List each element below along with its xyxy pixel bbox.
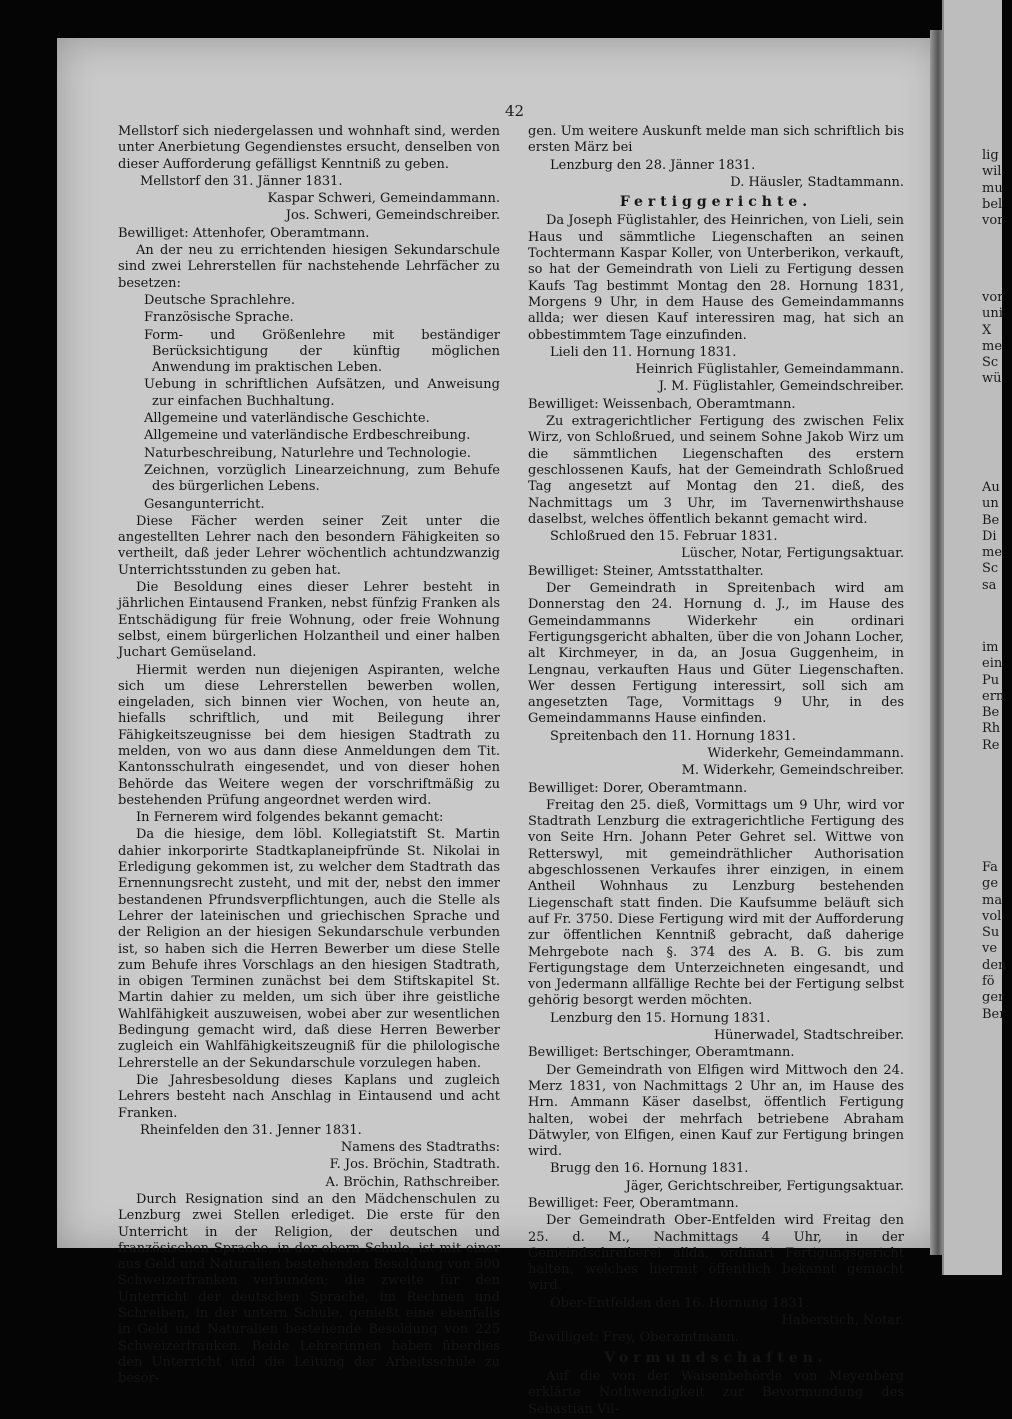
paragraph: Ober-Entfelden den 16. Hornung 1831.	[550, 1295, 810, 1311]
paragraph: Lieli den 11. Hornung 1831.	[550, 344, 737, 360]
page-number: 42	[505, 102, 525, 120]
paragraph: Hiermit werden nun diejenigen Aspiranten, welche sich um diese Lehrerstellen bewerben wollen, eingeladen, sich binnen vier Wochen, von heute an, hiefalls schriftlich, und mit Beilegung ihrer Fähigkeitszeugnisse bei dem hiesigen Stadtrath zu melden, von wo aus dann diese Anmeldungen dem Tit. Kantonsschulrath eingesendet, und von dieser hohen Behörde das Weitere wegen der vorschriftmäßig zu bestehenden Prüfung angeordnet werden wird.	[118, 662, 500, 808]
edge-fragment: wil	[982, 164, 1002, 180]
paragraph: Bewilliget: Frey, Oberamtmann.	[528, 1330, 739, 1346]
paragraph: Diese Fächer werden seiner Zeit unter die angestellten Lehrer nach den besondern Fähigkeiten so vertheilt, daß jeder Lehrer wöchentlich achtundzwanzig Unterrichtsstunden zu geben hat.	[118, 513, 500, 578]
paragraph: Allgemeine und vaterländische Erdbeschreibung.	[144, 428, 471, 444]
paragraph: Durch Resignation sind an den Mädchenschulen zu Lenzburg zwei Stellen erlediget. Die erste für den Unterricht in der Religion, der deutschen und französischen Sprache, in der obern Schule, ist mit einer aus Geld und Naturalien bestehenden Besoldung von 500 Schweizerfranken verbunden; die zweite für den Unterricht der deutschen Sprache, im Rechnen und Schreiben, in der untern Schule, genießt eine ebenfalls in Geld und Naturalien bestehende Besoldung von 225 Schweizerfranken. Beide Lehrerinnen haben überdies den Unterricht und die Leitung der Arbeitsschule zu besor-	[118, 1192, 500, 1387]
paragraph: Widerkehr, Gemeindammann.	[707, 745, 904, 761]
edge-fragment: ve	[982, 941, 998, 957]
paragraph: Uebung in schriftlichen Aufsätzen, und Anweisung zur einfachen Buchhaltung.	[144, 377, 500, 409]
paragraph: Spreitenbach den 11. Hornung 1831.	[550, 728, 796, 744]
edge-fragment: Au	[982, 480, 1000, 495]
paragraph: Die Jahresbesoldung dieses Kaplans und zugleich Lehrers besteht nach Anschlag in Eintausend und acht Franken.	[118, 1072, 500, 1121]
edge-fragment: uni	[982, 306, 1003, 322]
paragraph: Brugg den 16. Hornung 1831.	[550, 1161, 749, 1177]
paragraph: Der Gemeindrath Ober-Entfelden wird Freitag den 25. d. M., Nachmittags 4 Uhr, in der Gemeindschreiberei allda, ordinari Fertigungsgericht halten, welches hiermit öffentlich bekannt gemacht wird.	[528, 1213, 904, 1294]
paragraph: Da Joseph Füglistahler, des Heinrichen, von Lieli, sein Haus und sämmtliche Liegenschaften an seinen Tochtermann Kaspar Koller, von Unterberikon, verkauft, so hat der Gemeindrath von Lieli zu Fertigung dessen Kaufs Tag bestimmt Montag den 28. Hornung 1831, Morgens 9 Uhr, in dem Hause des Gemeindammanns allda; wer diesen Kauf interessiren mag, hat sich an obbestimmtem Tage einzufinden.	[528, 213, 904, 343]
edge-fragments-bottom	[982, 860, 1012, 1023]
edge-fragment: ma	[982, 892, 1003, 908]
paragraph: gen. Um weitere Auskunft melde man sich schriftlich bis ersten März bei	[528, 124, 904, 156]
edge-fragment: mu	[982, 180, 1003, 196]
paragraph: Freitag den 25. dieß, Vormittags um 9 Uhr, wird vor Stadtrath Lenzburg die extragerichtliche Fertigung des von Seite Hrn. Johann Peter Gehret sel. Wittwe von Retterswyl, mit gemeindräthlicher Authorisation abgeschlossenen Verkaufes ihrer einzigen, in einem Antheil Wohnhaus zu Lenzburg bestehenden Liegenschaft statt finden. Die Kaufsumme beläuft sich auf Fr. 3750. Diese Fertigung wird mit der Aufforderung zur öffentlichen Kenntniß gebracht, daß daherige Mehrgebote nach §. 374 des A. B. G. bis zum Fertigungstage dem Unterzeichneten eingesandt, und von Jedermann allfällige Rechte bei der Fertigung selbst gehörig besorgt werden möchten.	[528, 797, 904, 1009]
edge-fragment: vor	[982, 213, 1004, 229]
edge-fragments-mid	[982, 290, 1012, 388]
paragraph: Deutsche Sprachlehre.	[144, 292, 295, 308]
edge-fragments-low	[982, 480, 1012, 594]
paragraph: J. M. Füglistahler, Gemeindschreiber.	[658, 379, 904, 395]
paragraph: Schloßrued den 15. Februar 1831.	[550, 529, 778, 545]
edge-fragment: ge	[982, 876, 999, 892]
paragraph: Französische Sprache.	[144, 310, 294, 326]
paragraph: Heinrich Füglistahler, Gemeindammann.	[635, 362, 904, 378]
paragraph: Gesangunterricht.	[144, 496, 265, 512]
paragraph: Bewilliget: Feer, Oberamtmann.	[528, 1196, 739, 1211]
edge-fragment: ger	[982, 990, 1005, 1006]
edge-fragment: Be	[982, 705, 1000, 721]
paragraph: Haberstich, Notar.	[781, 1313, 904, 1329]
paragraph: Rheinfelden den 31. Jenner 1831.	[140, 1122, 362, 1138]
edge-fragment: lig	[982, 148, 999, 163]
paragraph: Mellstorf sich niedergelassen und wohnhaft sind, werden unter Anerbietung Gegendienstes ersucht, denselben von dieser Aufforderung gefälligst Kenntniß zu geben.	[118, 124, 500, 172]
edge-fragment: Re	[982, 737, 1000, 753]
edge-fragment: bel	[982, 196, 1003, 212]
edge-fragment: X	[982, 322, 992, 338]
paragraph: Naturbeschreibung, Naturlehre und Technologie.	[144, 445, 471, 461]
paragraph: Der Gemeindrath in Spreitenbach wird am Donnerstag den 24. Hornung d. J., im Hause des Gemeindammanns Widerkehr ein ordinari Fertigungsgericht abhalten, über die von Johann Locher, alt Kirchmeyer, in da, an Josua Guggenheim, in Lengnau, verkauften Haus und Güter Liegenschaften. Wer dessen Fertigung interessirt, soll sich am angesetzten Tage, Vormittags 9 Uhr, in des Gemeindammanns Hause einfinden.	[528, 581, 904, 727]
edge-fragment: wü	[982, 371, 1002, 387]
edge-fragment: Sc	[982, 355, 999, 371]
edge-fragments-top	[982, 148, 1012, 229]
paragraph: Zeichnen, vorzüglich Linearzeichnung, zum Behufe des bürgerlichen Lebens.	[144, 462, 500, 495]
paragraph: M. Widerkehr, Gemeindschreiber.	[681, 763, 904, 779]
paragraph: Bewilliget: Dorer, Oberamtmann.	[528, 780, 748, 796]
paragraph: D. Häusler, Stadtammann.	[730, 174, 904, 190]
paragraph: Hünerwadel, Stadtschreiber.	[713, 1028, 904, 1044]
paragraph: Bewilliget: Weissenbach, Oberamtmann.	[528, 396, 796, 412]
paragraph: Lenzburg den 28. Jänner 1831.	[550, 157, 756, 173]
edge-fragment: Su	[982, 925, 1000, 941]
edge-fragment: den	[982, 957, 1007, 973]
edge-fragment: fö	[982, 974, 995, 990]
edge-fragment: Pu	[982, 672, 1000, 688]
edge-fragment: im	[982, 640, 999, 655]
edge-fragment: me	[982, 545, 1003, 561]
edge-fragments-lower	[982, 640, 1012, 754]
paragraph: Jäger, Gerichtschreiber, Fertigungsaktuar.	[625, 1178, 904, 1194]
paragraph: Auf die von der Waisenbehörde von Meyenberg erklärte Nothwendigkeit zur Bevormundung des Sebastian Vil-	[528, 1368, 904, 1417]
paragraph: Zu extragerichtlicher Fertigung des zwischen Felix Wirz, von Schloßrued, und seinem Sohne Jakob Wirz um die sämmtlichen Liegenschaften des erstern geschlossenen Kaufs, hat der Gemeindrath Schloßrued Tag angesetzt auf Montag den 21. dieß, des Nachmittags um 3 Uhr, im Tavernenwirthshause daselbst, welches öffentlich bekannt gemacht wird.	[528, 414, 904, 527]
paragraph: A. Bröchin, Rathschreiber.	[325, 1174, 500, 1190]
paragraph: Kaspar Schweri, Gemeindammann.	[267, 191, 500, 207]
edge-fragment: Sc	[982, 561, 999, 577]
edge-fragment: ein	[982, 656, 1003, 672]
edge-fragment: Be	[982, 512, 1000, 528]
paragraph: Allgemeine und vaterländische Geschichte.	[144, 411, 430, 427]
edge-fragment: me	[982, 338, 1003, 354]
paragraph: An der neu zu errichtenden hiesigen Sekundarschule sind zwei Lehrerstellen für nachstehende Lehrfächer zu besetzen:	[118, 243, 500, 291]
paragraph: F. Jos. Bröchin, Stadtrath.	[329, 1157, 500, 1173]
paragraph: Da die hiesige, dem löbl. Kollegiatstift St. Martin dahier inkorporirte Stadtkaplaneipfründe St. Nikolai in Erledigung gekommen ist, zu welcher dem Stadtrath das Ernennungsrecht zusteht, und mit der, nebst den immer bestandenen Pfrundsverpflichtungen, auch die Stelle als Lehrer der lateinischen und griechischen Sprache und der Religion an der hiesigen Sekundarschule verbunden ist, so haben sich die Herren Bewerber um diese Stelle zum Behufe ihres Vorschlags an den hiesigen Stadtrath, in obigen Terminen zunächst bei dem Stiftskapitel St. Martin dahier zu melden, um sich über ihre geistliche Wahlfähigkeit auszuweisen, wobei aber zur wesentlichen Bedingung gemacht wird, daß diese Herren Bewerber zugleich ein Wahlfähigkeitszeugniß für die philologische Lehrerstelle an der Sekundarschule vorzulegen haben.	[118, 827, 500, 1071]
paragraph: Bewilliget: Attenhofer, Oberamtmann.	[118, 225, 370, 241]
edge-fragment: Fa	[982, 860, 998, 875]
paragraph: Die Besoldung eines dieser Lehrer besteht in jährlichen Eintausend Franken, nebst fünfzig Franken als Entschädigung für freie Wohnung, oder freie Wohnung selbst, einem bürgerlichen Holzantheil und einer halben Juchart Gemüseland.	[118, 580, 500, 661]
paragraph: Form- und Größenlehre mit beständiger Berücksichtigung der künftig möglichen Anwendung im praktischen Leben.	[144, 327, 500, 376]
edge-fragment: vor	[982, 290, 1004, 305]
edge-fragment: Di	[982, 528, 997, 544]
section-heading: Fertiggerichte.	[619, 194, 813, 211]
paragraph: Lüscher, Notar, Fertigungsaktuar.	[681, 546, 904, 562]
paragraph: Der Gemeindrath von Elfigen wird Mittwoch den 24. Merz 1831, von Nachmittags 2 Uhr an, im Hause des Hrn. Ammann Käser daselbst, öffentlich Fertigung halten, wobei der mehrfach betriebene Abraham Dätwyler, von Elfigen, einen Kauf zur Fertigung bringen wird.	[528, 1062, 904, 1160]
edge-fragment: Rh	[982, 721, 1001, 737]
paragraph: Bewilliget: Bertschinger, Oberamtmann.	[528, 1045, 795, 1061]
paragraph: Bewilliget: Steiner, Amtsstatthalter.	[528, 563, 764, 579]
left-column	[118, 124, 500, 1389]
paragraph: In Fernerem wird folgendes bekannt gemacht:	[136, 810, 444, 826]
edge-fragment: sa	[982, 577, 997, 593]
paragraph: Namens des Stadtraths:	[340, 1140, 500, 1156]
edge-fragment: Ber	[982, 1006, 1006, 1022]
section-heading: Vormundschaften.	[604, 1349, 828, 1366]
paragraph: Mellstorf den 31. Jänner 1831.	[140, 173, 343, 189]
paragraph: Lenzburg den 15. Hornung 1831.	[550, 1010, 771, 1026]
edge-fragment: vol	[982, 908, 1002, 924]
paragraph: Jos. Schweri, Gemeindschreiber.	[285, 208, 500, 224]
right-column	[528, 124, 904, 1419]
edge-fragment: ern	[982, 688, 1005, 704]
edge-fragment: un	[982, 496, 999, 512]
